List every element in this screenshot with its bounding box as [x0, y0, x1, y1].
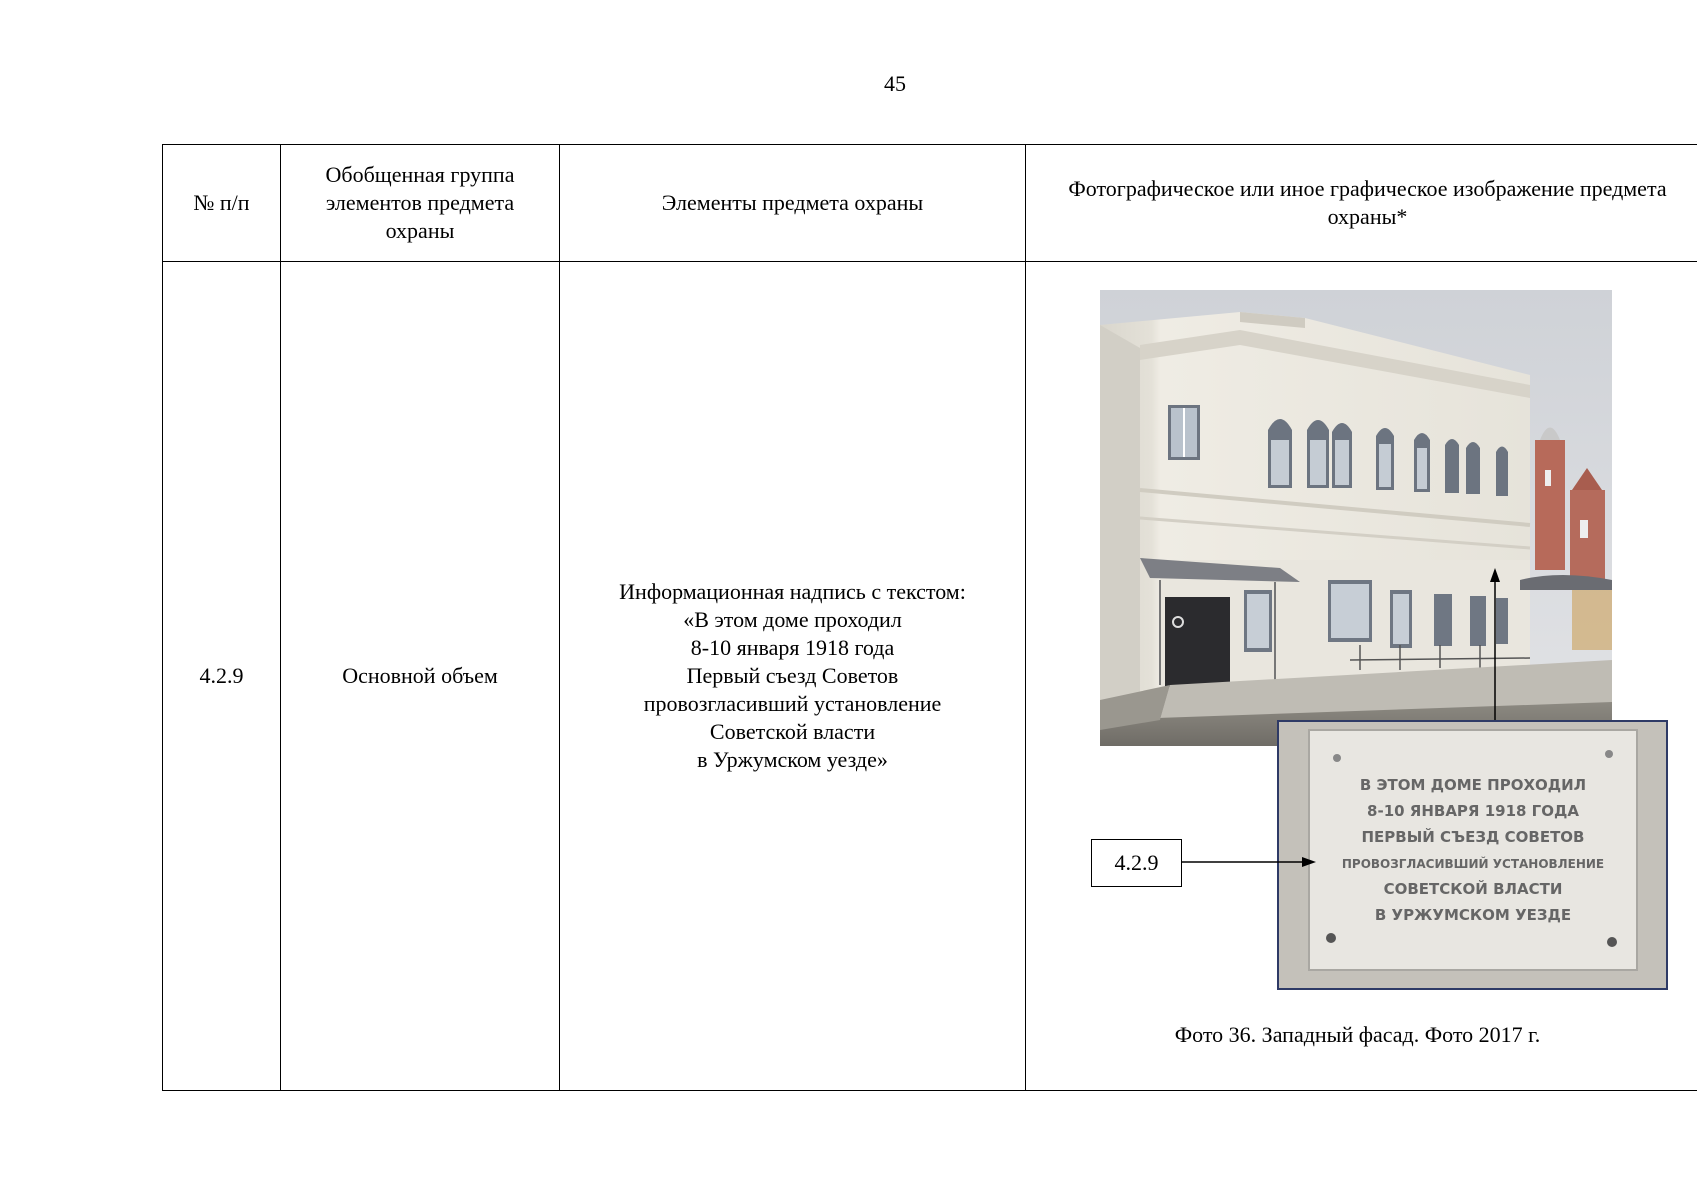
header-elements: Элементы предмета охраны: [560, 145, 1026, 262]
row-group: Основной объем: [281, 262, 560, 1091]
inscription-line: в Уржумском уезде»: [697, 747, 888, 772]
plaque-line: ПРОВОЗГЛАСИВШИЙ УСТАНОВЛЕНИЕ: [1341, 857, 1605, 871]
plaque-line: СОВЕТСКОЙ ВЛАСТИ: [1383, 880, 1563, 898]
inscription-line: «В этом доме проходил: [683, 607, 902, 632]
photo-caption: Фото 36. Западный фасад. Фото 2017 г.: [1174, 1022, 1541, 1047]
header-group: Обобщенная группа элементов предмета охраны: [281, 145, 560, 262]
inscription-line: 8-10 января 1918 года: [690, 635, 895, 660]
header-number: № п/п: [163, 145, 281, 262]
inscription-line: Информационная надпись с текстом:: [619, 579, 966, 604]
photo-composition: [1026, 262, 1689, 1090]
callout-arrows: [1026, 262, 1689, 1090]
row-inscription: [560, 262, 1026, 1091]
header-image: Фотографическое или иное графическое изображение предмета охраны*: [1026, 145, 1697, 262]
page-number: 45: [884, 71, 906, 96]
callout-label: 4.2.9: [1091, 839, 1182, 887]
protection-table: [162, 144, 1697, 1091]
plaque-line: ПЕРВЫЙ СЪЕЗД СОВЕТОВ: [1361, 828, 1585, 846]
plaque-line: 8-10 ЯНВАРЯ 1918 ГОДА: [1367, 802, 1579, 820]
inscription-line: Советской власти: [709, 719, 876, 744]
plaque-line: В ЭТОМ ДОМЕ ПРОХОДИЛ: [1359, 776, 1587, 794]
table-header-row: [163, 145, 1697, 262]
plaque-line: В УРЖУМСКОМ УЕЗДЕ: [1374, 906, 1572, 924]
row-image-cell: [1026, 262, 1697, 1091]
inscription-line: Первый съезд Советов: [686, 663, 899, 688]
inscription-line: провозгласивший установление: [643, 691, 942, 716]
row-number: 4.2.9: [163, 262, 281, 1091]
table-row: [163, 262, 1697, 1091]
